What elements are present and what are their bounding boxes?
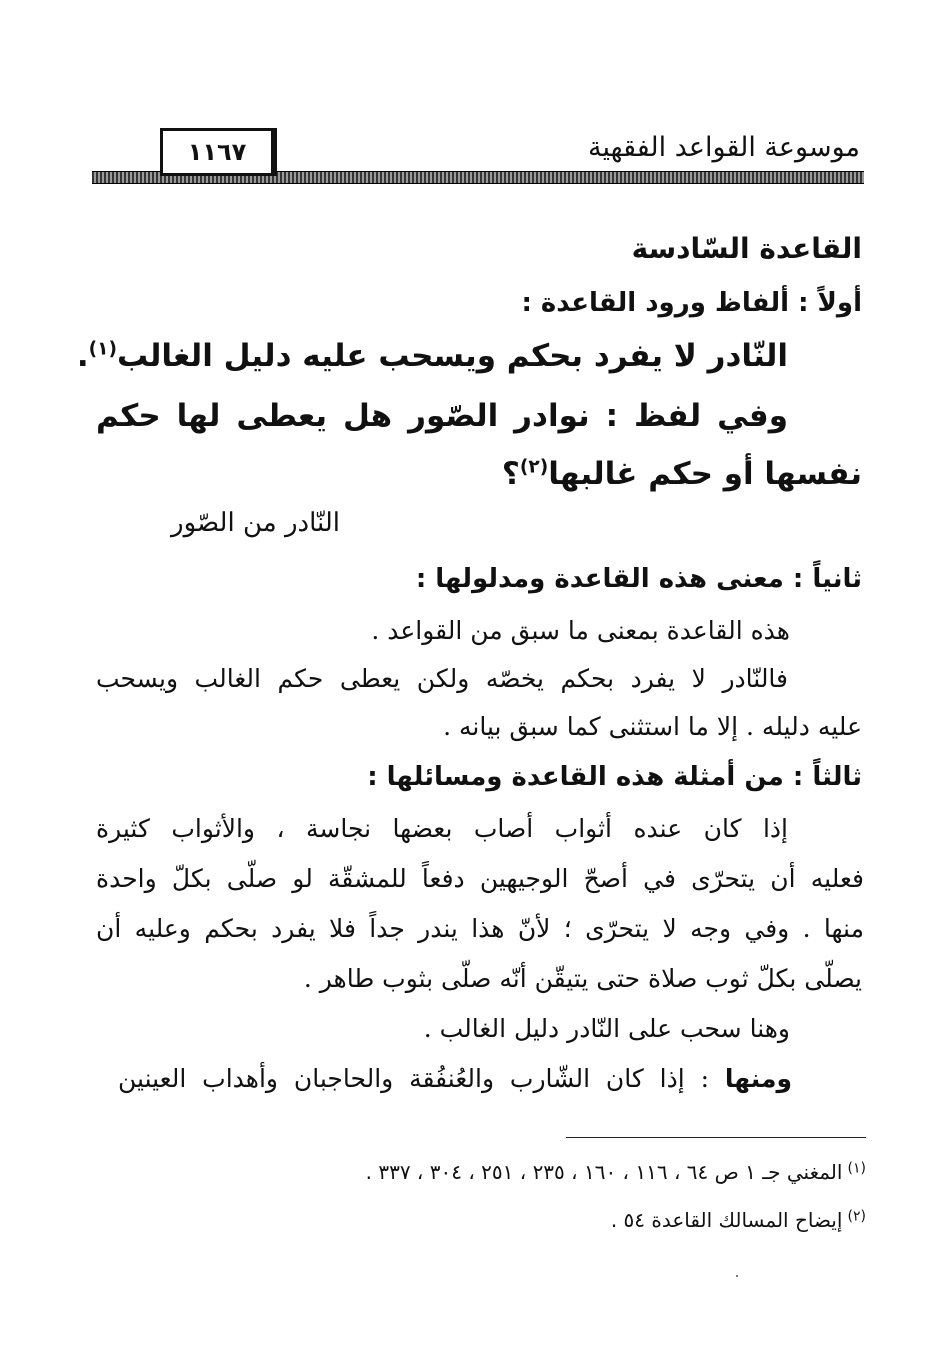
alt-wording-line1: وفي لفظ : نوادر الصّور هل يعطى لها حكم xyxy=(96,398,788,434)
keyword-line: النّادر من الصّور xyxy=(171,508,340,538)
footnote-ref-1: (١) xyxy=(88,338,117,360)
section1-heading: أولاً : ألفاظ ورود القاعدة : xyxy=(521,288,862,318)
footnote-divider xyxy=(566,1137,866,1138)
examples-label: ومنها xyxy=(724,1064,792,1093)
section3-line4: يصلّى بكلّ ثوب صلاة حتى يتيقّن أنّه صلّى بثوب طاهر . xyxy=(303,964,862,993)
section3-line5: وهنا سحب على النّادر دليل الغالب . xyxy=(423,1014,790,1043)
section3-line6-text: : إذا كان الشّارب والعُنفُقة والحاجبان وأهداب العينين xyxy=(118,1064,725,1093)
footnote-text-1: المغني جـ ١ ص ٦٤ ، ١١٦ ، ١٦٠ ، ٢٣٥ ، ٢٥١ ، ٣٠٤ ، ٣٣٧ . xyxy=(365,1160,843,1184)
alt-wording-text: نفسها أو حكم غالبها xyxy=(548,456,862,492)
book-title: موسوعة القواعد الفقهية xyxy=(588,132,860,163)
footnote-2 xyxy=(611,1208,866,1232)
page-number: ١١٦٧ xyxy=(160,128,277,176)
section2-line3: عليه دليله . إلا ما استثنى كما سبق بيانه . xyxy=(443,712,862,741)
section3-heading: ثالثاً : من أمثلة هذه القاعدة ومسائلها : xyxy=(367,762,862,792)
section3-line6 xyxy=(118,1064,792,1093)
footnote-ref-2: (٢) xyxy=(519,456,549,478)
footnote-1 xyxy=(366,1160,866,1184)
section3-line2: فعليه أن يتحرّى في أصحّ الوجيهين دفعاً للمشقّة لو صلّى بكلّ واحدة xyxy=(96,864,864,893)
rule-statement-text: النّادر لا يفرد بحكم ويسحب عليه دليل الغالب xyxy=(116,338,788,374)
rule-title: القاعدة السّادسة xyxy=(631,232,862,265)
section2-line2: فالنّادر لا يفرد بحكم يخصّه ولكن يعطى حكم الغالب ويسحب xyxy=(96,664,788,693)
section3-line3: منها . وفي وجه لا يتحرّى ؛ لأنّ هذا يندر جداً فلا يفرد بحكم وعليه أن xyxy=(96,914,864,943)
footnote-mark-2: (٢) xyxy=(847,1208,866,1225)
rule-statement-end: . xyxy=(76,338,89,374)
section2-heading: ثانياً : معنى هذه القاعدة ومدلولها : xyxy=(415,564,862,594)
alt-wording-end: ؟ xyxy=(501,456,520,492)
alt-wording-line2 xyxy=(502,456,862,492)
footnote-text-2: إيضاح المسالك القاعدة ٥٤ . xyxy=(610,1208,843,1232)
scan-speck xyxy=(736,1275,738,1277)
section3-line1: إذا كان عنده أثواب أصاب بعضها نجاسة ، والأثواب كثيرة xyxy=(96,814,788,843)
rule-statement xyxy=(77,338,788,374)
section2-line1: هذه القاعدة بمعنى ما سبق من القواعد . xyxy=(371,616,790,645)
footnote-mark-1: (١) xyxy=(847,1160,866,1177)
